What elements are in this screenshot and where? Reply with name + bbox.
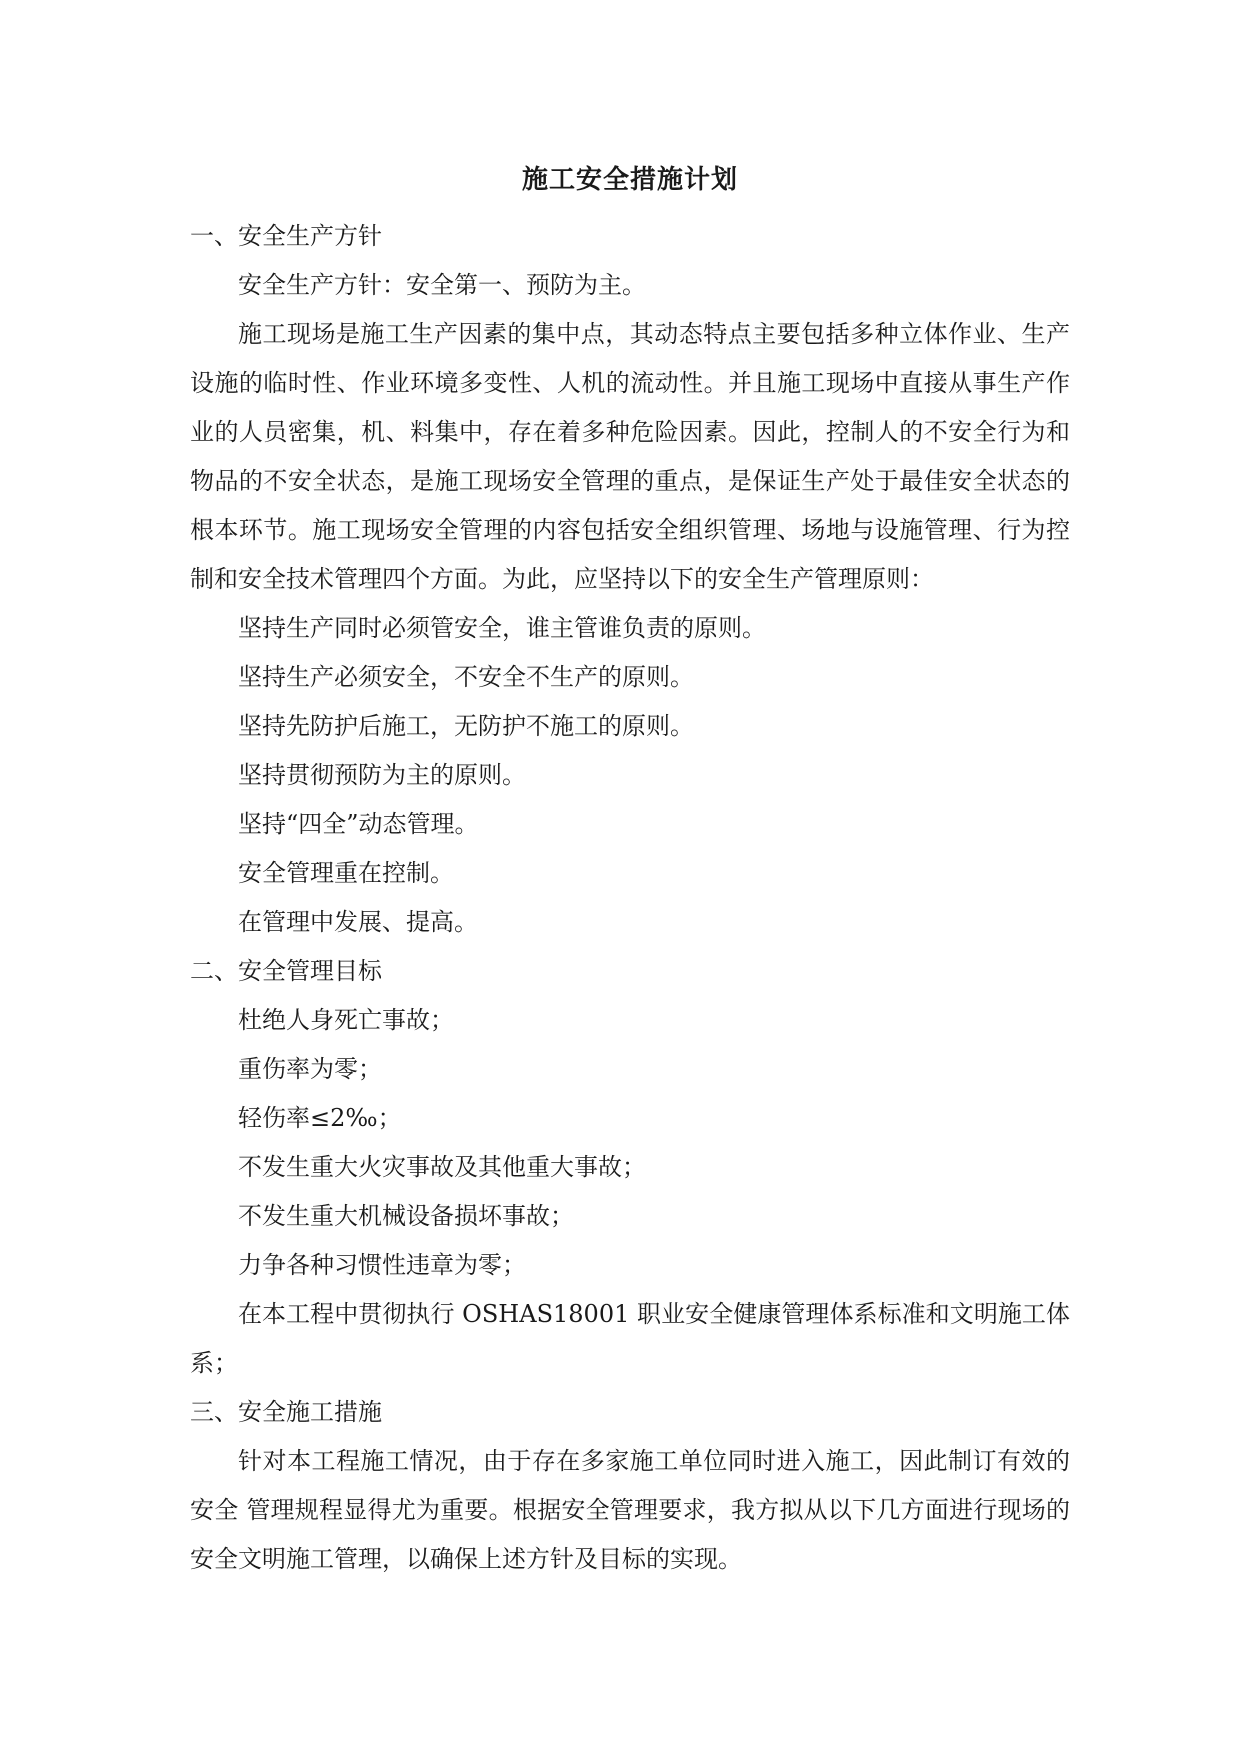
principle-item: 坚持“四全”动态管理。 bbox=[238, 810, 479, 838]
section-heading-1: 一、安全生产方针 bbox=[190, 222, 382, 250]
goal-item: 力争各种习惯性违章为零； bbox=[238, 1251, 526, 1279]
section-heading-3: 三、安全施工措施 bbox=[190, 1398, 382, 1426]
section-heading-2: 二、安全管理目标 bbox=[190, 957, 382, 985]
goal-item: 在本工程中贯彻执行 OSHAS18001 职业安全健康管理体系标准和文明施工体系； bbox=[190, 1300, 1070, 1377]
goal-item: 不发生重大火灾事故及其他重大事故； bbox=[238, 1153, 646, 1181]
principle-item: 坚持生产必须安全，不安全不生产的原则。 bbox=[238, 663, 694, 691]
principle-item: 坚持生产同时必须管安全，谁主管谁负责的原则。 bbox=[238, 614, 766, 642]
document-title: 施工安全措施计划 bbox=[521, 165, 738, 195]
goal-item: 重伤率为零； bbox=[238, 1055, 382, 1083]
safety-policy: 安全生产方针：安全第一、预防为主。 bbox=[238, 271, 646, 299]
goal-item: 轻伤率≤2‰； bbox=[238, 1104, 402, 1132]
principle-item: 坚持贯彻预防为主的原则。 bbox=[238, 761, 526, 789]
principle-item: 坚持先防护后施工，无防护不施工的原则。 bbox=[238, 712, 694, 740]
goal-item: 杜绝人身死亡事故； bbox=[238, 1006, 454, 1034]
document-page bbox=[190, 158, 1070, 1584]
section3-intro: 针对本工程施工情况，由于存在多家施工单位同时进入施工，因此制订有效的安全 管理规程显得尤为重要。根据安全管理要求，我方拟从以下几方面进行现场的安全文明施工管理，以确保上述方针及目标的实现。 bbox=[190, 1447, 1070, 1573]
section1-intro: 施工现场是施工生产因素的集中点，其动态特点主要包括多种立体作业、生产设施的临时性、作业环境多变性、人机的流动性。并且施工现场中直接从事生产作业的人员密集，机、料集中，存在着多种危险因素。因此，控制人的不安全行为和物品的不安全状态，是施工现场安全管理的重点，是保证生产处于最佳安全状态的根本环节。施工现场安全管理的内容包括安全组织管理、场地与设施管理、行为控制和安全技术管理四个方面。为此，应坚持以下的安全生产管理原则： bbox=[190, 320, 1070, 593]
principle-item: 在管理中发展、提高。 bbox=[238, 908, 478, 936]
principle-item: 安全管理重在控制。 bbox=[238, 859, 454, 887]
goal-item: 不发生重大机械设备损坏事故； bbox=[238, 1202, 574, 1230]
